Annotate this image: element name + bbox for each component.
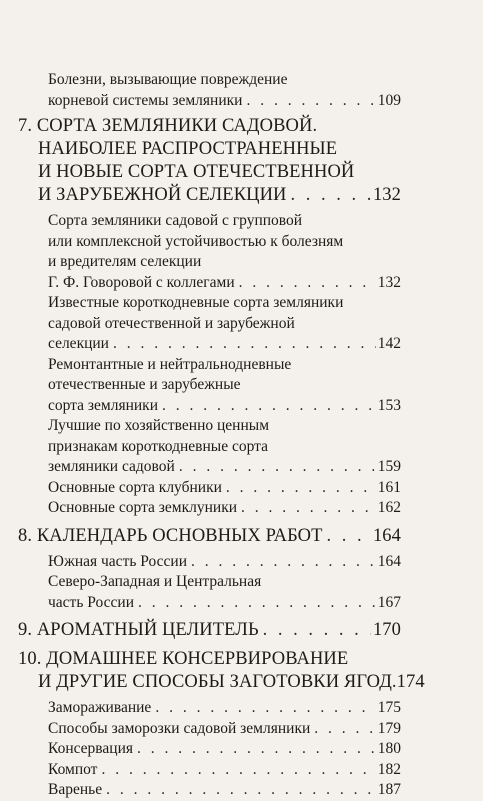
- leader-dots: [101, 760, 375, 781]
- chapter-number: 9.: [18, 620, 33, 640]
- toc-entry-line: АРОМАТНЫЙ ЦЕЛИТЕЛЬ: [36, 620, 259, 640]
- toc-entry-line: И ЗАРУБЕЖНОЙ СЕЛЕКЦИИ: [38, 185, 287, 205]
- toc-entry-compote[interactable]: [48, 760, 401, 781]
- toc-entry-northwest-central-russia[interactable]: [48, 572, 401, 613]
- toc-entry-line: сорта земляники: [48, 396, 158, 414]
- toc-entry-best-varieties[interactable]: [48, 416, 401, 478]
- toc-entry-line: корневой системы земляники: [48, 91, 243, 109]
- page-number: 159: [377, 458, 401, 475]
- toc-entry-line: Лучшие по хозяйственно ценным: [48, 417, 269, 434]
- leader-dots: [179, 457, 376, 478]
- toc-entry-line: Сорта земляники садовой с групповой: [48, 212, 303, 229]
- chapter-number: 10.: [18, 649, 42, 669]
- page-number: 182: [377, 760, 401, 778]
- toc-entry-line: Способы заморозки садовой земляники: [48, 719, 311, 737]
- toc-entry-remontant-varieties[interactable]: [48, 355, 401, 417]
- toc-entry-freezing[interactable]: [48, 698, 401, 719]
- toc-entry-line: НАИБОЛЕЕ РАСПРОСТРАНЕННЫЕ: [38, 139, 338, 159]
- leader-dots: [246, 91, 375, 112]
- toc-entry-line: садовой отечественной и зарубежной: [48, 314, 295, 332]
- toc-entry-line: Основные сорта земклуники: [48, 499, 238, 516]
- leader-dots: [327, 525, 371, 548]
- toc-chapter-10[interactable]: [18, 648, 425, 694]
- toc-entry-diseases-root[interactable]: [48, 70, 401, 111]
- toc-entry-line: КАЛЕНДАРЬ ОСНОВНЫХ РАБОТ: [36, 525, 323, 546]
- toc-entry-canning[interactable]: [48, 739, 401, 760]
- leader-dots: [137, 739, 376, 760]
- toc-entry-short-day-varieties[interactable]: [48, 293, 401, 355]
- leader-dots: [191, 552, 376, 573]
- page-number: 174: [396, 672, 425, 692]
- page-number: 187: [377, 781, 401, 798]
- leader-dots: [241, 498, 376, 519]
- page-number: 175: [377, 699, 401, 716]
- toc-entry-line: отечественные и зарубежные: [48, 376, 241, 393]
- toc-entry-line: ДОМАШНЕЕ КОНСЕРВИРОВАНИЕ: [46, 649, 349, 669]
- toc-entry-line: часть России: [48, 593, 134, 611]
- toc-entry-line: И ДРУГИЕ СПОСОБЫ ЗАГОТОВКИ ЯГОД.: [38, 672, 397, 692]
- page-number: 132: [372, 185, 401, 205]
- toc-chapter-8[interactable]: [18, 525, 401, 548]
- toc-entry-line: селекции: [48, 335, 109, 352]
- leader-dots: [138, 593, 376, 614]
- chapter-number: 7.: [18, 116, 33, 136]
- page-number: 132: [377, 273, 401, 291]
- toc-entry-zemkluniki-varieties[interactable]: [48, 498, 401, 519]
- leader-dots: [314, 719, 375, 740]
- page-number: 167: [377, 593, 401, 611]
- page-number: 179: [377, 719, 401, 737]
- leader-dots: [113, 334, 376, 355]
- toc-entry-resistant-varieties[interactable]: [48, 211, 401, 293]
- leader-dots: [239, 273, 376, 294]
- page-number: 142: [377, 335, 401, 352]
- toc-entry-jam[interactable]: [48, 780, 401, 801]
- toc-entry-line: Компот: [48, 760, 98, 778]
- leader-dots: [162, 396, 376, 417]
- toc-entry-line: Замораживание: [48, 699, 152, 716]
- page-number: 180: [377, 740, 401, 757]
- page-number: 162: [377, 499, 401, 516]
- toc-entry-line: или комплексной устойчивостью к болезням: [48, 232, 344, 250]
- leader-dots: [106, 780, 376, 801]
- toc-entry-line: Северо-Западная и Центральная: [48, 573, 262, 590]
- toc-entry-strawberry-varieties[interactable]: [48, 478, 401, 499]
- toc-entry-south-russia[interactable]: [48, 552, 401, 573]
- leader-dots: [226, 478, 376, 499]
- toc-entry-line: Г. Ф. Говоровой с коллегами: [48, 273, 235, 291]
- leader-dots: [263, 619, 371, 642]
- toc-entry-line: И НОВЫЕ СОРТА ОТЕЧЕСТВЕННОЙ: [38, 162, 355, 182]
- page-number: 153: [377, 396, 401, 414]
- toc-entry-line: Консервация: [48, 740, 134, 757]
- page-number: 161: [377, 478, 401, 496]
- toc-entry-line: Варенье: [48, 781, 103, 798]
- toc-entry-line: и вредителям селекции: [48, 253, 202, 270]
- leader-dots: [291, 184, 371, 207]
- page-number: 109: [377, 91, 401, 109]
- toc-entry-line: Известные короткодневные сорта земляники: [48, 294, 344, 311]
- toc-entry-line: признакам короткодневные сорта: [48, 437, 268, 455]
- toc-chapter-7[interactable]: [18, 115, 401, 207]
- toc-entry-line: СОРТА ЗЕМЛЯНИКИ САДОВОЙ.: [36, 116, 318, 136]
- chapter-number: 8.: [18, 525, 33, 546]
- toc-entry-line: Южная часть России: [48, 552, 188, 570]
- toc-entry-line: Ремонтантные и нейтральнодневные: [48, 355, 292, 373]
- page-number: 164: [372, 525, 401, 546]
- page-number: 164: [377, 552, 401, 570]
- toc-entry-line: земляники садовой: [48, 458, 175, 475]
- page-number: 170: [372, 620, 401, 640]
- toc-entry-line: Основные сорта клубники: [48, 478, 222, 496]
- toc-chapter-9[interactable]: [18, 619, 401, 642]
- leader-dots: [155, 698, 375, 719]
- toc-entry-line: Болезни, вызывающие повреждение: [48, 71, 288, 88]
- toc-entry-freezing-methods[interactable]: [48, 719, 401, 740]
